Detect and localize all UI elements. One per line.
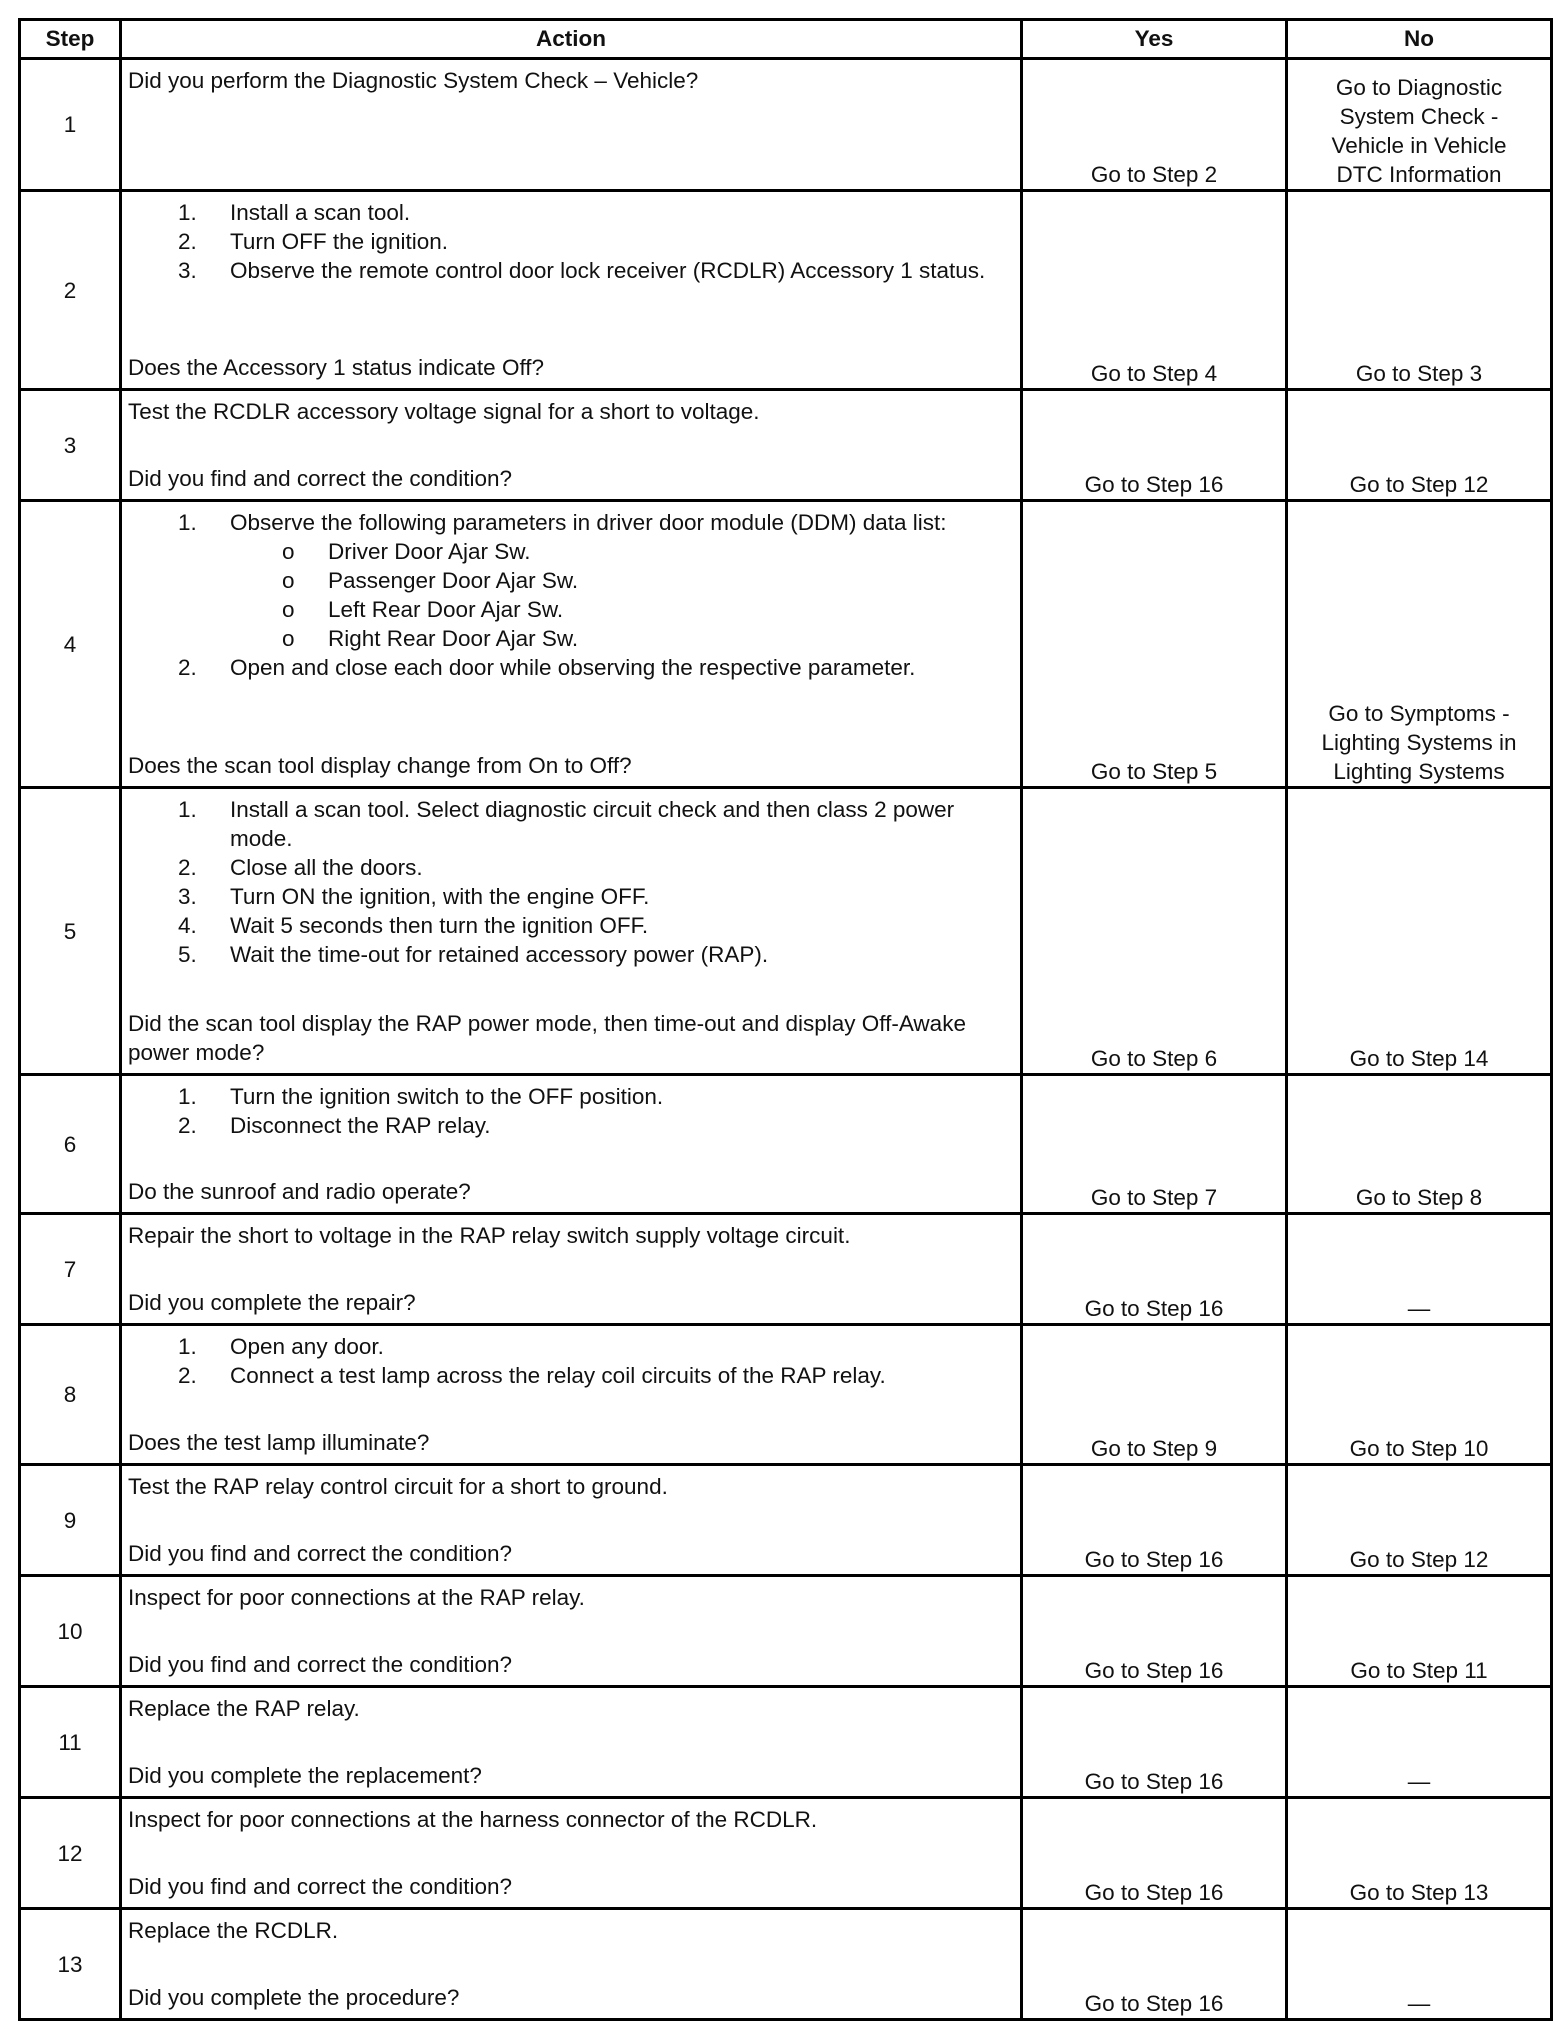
action-text: Test the RAP relay control circuit for a short to ground. — [128, 1474, 668, 1499]
step-number: 11 — [20, 1687, 121, 1798]
table-row-step-10 — [20, 1576, 1552, 1687]
action-step-item: Close all the doors. — [230, 855, 423, 880]
step-number: 9 — [20, 1465, 121, 1576]
action-question: Do the sunroof and radio operate? — [128, 1179, 471, 1204]
step-number: 4 — [20, 501, 121, 788]
action-cell — [121, 1798, 1022, 1909]
yes-cell: Go to Step 16 — [1022, 1576, 1287, 1687]
yes-cell: Go to Step 16 — [1022, 1687, 1287, 1798]
action-steps-list — [128, 1082, 1012, 1140]
action-text: Replace the RAP relay. — [128, 1696, 360, 1721]
action-steps-list — [128, 795, 1012, 969]
yes-cell: Go to Step 5 — [1022, 501, 1287, 788]
action-question: Did you complete the procedure? — [128, 1985, 460, 2010]
action-cell — [121, 1576, 1022, 1687]
step-number: 7 — [20, 1214, 121, 1325]
action-question: Does the scan tool display change from On to Off? — [128, 753, 632, 778]
action-text: Did you perform the Diagnostic System Check – Vehicle? — [128, 68, 699, 93]
action-question: Did you find and correct the condition? — [128, 1874, 512, 1899]
yes-cell: Go to Step 16 — [1022, 1798, 1287, 1909]
action-question: Did you find and correct the condition? — [128, 466, 512, 491]
action-cell — [121, 1214, 1022, 1325]
table-row-step-5 — [20, 788, 1552, 1075]
step-number: 6 — [20, 1075, 121, 1214]
action-cell — [121, 1465, 1022, 1576]
action-cell — [121, 1687, 1022, 1798]
step-number: 12 — [20, 1798, 121, 1909]
action-step-item: Open and close each door while observing the respective parameter. — [230, 655, 916, 680]
action-step-item: Turn ON the ignition, with the engine OFF. — [230, 884, 650, 909]
no-cell: Go to Diagnostic System Check - Vehicle in Vehicle DTC Information — [1287, 59, 1552, 191]
no-cell: Go to Symptoms - Lighting Systems in Lighting Systems — [1287, 501, 1552, 788]
action-step-text: Observe the following parameters in driver door module (DDM) data list: — [230, 510, 947, 535]
action-text: Test the RCDLR accessory voltage signal for a short to voltage. — [128, 399, 760, 424]
yes-cell: Go to Step 7 — [1022, 1075, 1287, 1214]
no-cell: Go to Step 11 — [1287, 1576, 1552, 1687]
action-step-item: Open any door. — [230, 1334, 384, 1359]
no-cell: Go to Step 12 — [1287, 390, 1552, 501]
header-action: Action — [121, 20, 1022, 59]
table-row-step-13 — [20, 1909, 1552, 2020]
action-cell — [121, 1909, 1022, 2020]
parameter-item: o Driver Door Ajar Sw. — [328, 537, 1012, 566]
yes-cell: Go to Step 4 — [1022, 191, 1287, 390]
yes-cell: Go to Step 6 — [1022, 788, 1287, 1075]
action-question: Did you find and correct the condition? — [128, 1652, 512, 1677]
action-question: Did you complete the repair? — [128, 1290, 416, 1315]
parameter-list — [226, 537, 1012, 653]
table-row-step-6 — [20, 1075, 1552, 1214]
action-text: Replace the RCDLR. — [128, 1918, 339, 1943]
action-step-item: Disconnect the RAP relay. — [230, 1113, 491, 1138]
parameter-item: o Passenger Door Ajar Sw. — [328, 566, 1012, 595]
step-number: 8 — [20, 1325, 121, 1465]
yes-cell: Go to Step 16 — [1022, 1465, 1287, 1576]
no-cell: Go to Step 14 — [1287, 788, 1552, 1075]
parameter-item: o Left Rear Door Ajar Sw. — [328, 595, 1012, 624]
table-row-step-7 — [20, 1214, 1552, 1325]
header-yes: Yes — [1022, 20, 1287, 59]
action-question: Does the Accessory 1 status indicate Off? — [128, 355, 545, 380]
action-cell — [121, 1325, 1022, 1465]
action-step-item — [230, 508, 1012, 653]
step-number: 3 — [20, 390, 121, 501]
action-cell — [121, 501, 1022, 788]
table-row-step-11 — [20, 1687, 1552, 1798]
header-row — [20, 20, 1552, 59]
yes-cell: Go to Step 2 — [1022, 59, 1287, 191]
action-step-item: Wait the time-out for retained accessory power (RAP). — [230, 942, 769, 967]
step-number: 5 — [20, 788, 121, 1075]
yes-cell: Go to Step 16 — [1022, 390, 1287, 501]
action-cell — [121, 390, 1022, 501]
no-cell: Go to Step 10 — [1287, 1325, 1552, 1465]
step-number: 1 — [20, 59, 121, 191]
table-row-step-1 — [20, 59, 1552, 191]
step-number: 13 — [20, 1909, 121, 2020]
action-step-item: Wait 5 seconds then turn the ignition OFF. — [230, 913, 649, 938]
step-number: 2 — [20, 191, 121, 390]
no-cell-dash: — — [1287, 1909, 1552, 2020]
no-cell-dash: — — [1287, 1687, 1552, 1798]
action-cell — [121, 191, 1022, 390]
no-cell: Go to Step 3 — [1287, 191, 1552, 390]
action-question: Does the test lamp illuminate? — [128, 1430, 430, 1455]
parameter-item: o Right Rear Door Ajar Sw. — [328, 624, 1012, 653]
action-steps-block — [128, 508, 1012, 682]
action-steps-list — [128, 508, 1012, 682]
table-row-step-9 — [20, 1465, 1552, 1576]
action-text: Inspect for poor connections at the RAP relay. — [128, 1585, 585, 1610]
step-number: 10 — [20, 1576, 121, 1687]
table-row-step-3 — [20, 390, 1552, 501]
no-cell: Go to Step 13 — [1287, 1798, 1552, 1909]
no-cell: Go to Step 8 — [1287, 1075, 1552, 1214]
action-cell — [121, 1075, 1022, 1214]
action-question: Did you complete the replacement? — [128, 1763, 482, 1788]
action-step-item: Install a scan tool. — [230, 200, 411, 225]
action-step-item: Install a scan tool. Select diagnostic circuit check and then class 2 power mode. — [230, 797, 955, 851]
yes-cell: Go to Step 16 — [1022, 1909, 1287, 2020]
diagnostic-table — [18, 18, 1553, 2021]
action-text: Repair the short to voltage in the RAP relay switch supply voltage circuit. — [128, 1223, 851, 1248]
header-no: No — [1287, 20, 1552, 59]
yes-cell: Go to Step 9 — [1022, 1325, 1287, 1465]
table-row-step-2 — [20, 191, 1552, 390]
action-steps-list — [128, 198, 1012, 285]
action-question: Did the scan tool display the RAP power mode, then time-out and display Off-Awake power mode? — [128, 1011, 966, 1065]
action-cell — [121, 59, 1022, 191]
action-step-item: Observe the remote control door lock receiver (RCDLR) Accessory 1 status. — [230, 258, 986, 283]
no-cell: Go to Step 12 — [1287, 1465, 1552, 1576]
table-row-step-4 — [20, 501, 1552, 788]
action-steps-list — [128, 1332, 1012, 1390]
header-step: Step — [20, 20, 121, 59]
no-cell-dash: — — [1287, 1214, 1552, 1325]
action-cell — [121, 788, 1022, 1075]
table-row-step-8 — [20, 1325, 1552, 1465]
action-step-item: Connect a test lamp across the relay coil circuits of the RAP relay. — [230, 1363, 886, 1388]
action-text: Inspect for poor connections at the harness connector of the RCDLR. — [128, 1807, 818, 1832]
yes-cell: Go to Step 16 — [1022, 1214, 1287, 1325]
action-question: Did you find and correct the condition? — [128, 1541, 512, 1566]
action-step-item: Turn the ignition switch to the OFF position. — [230, 1084, 664, 1109]
action-step-item: Turn OFF the ignition. — [230, 229, 449, 254]
table-row-step-12 — [20, 1798, 1552, 1909]
